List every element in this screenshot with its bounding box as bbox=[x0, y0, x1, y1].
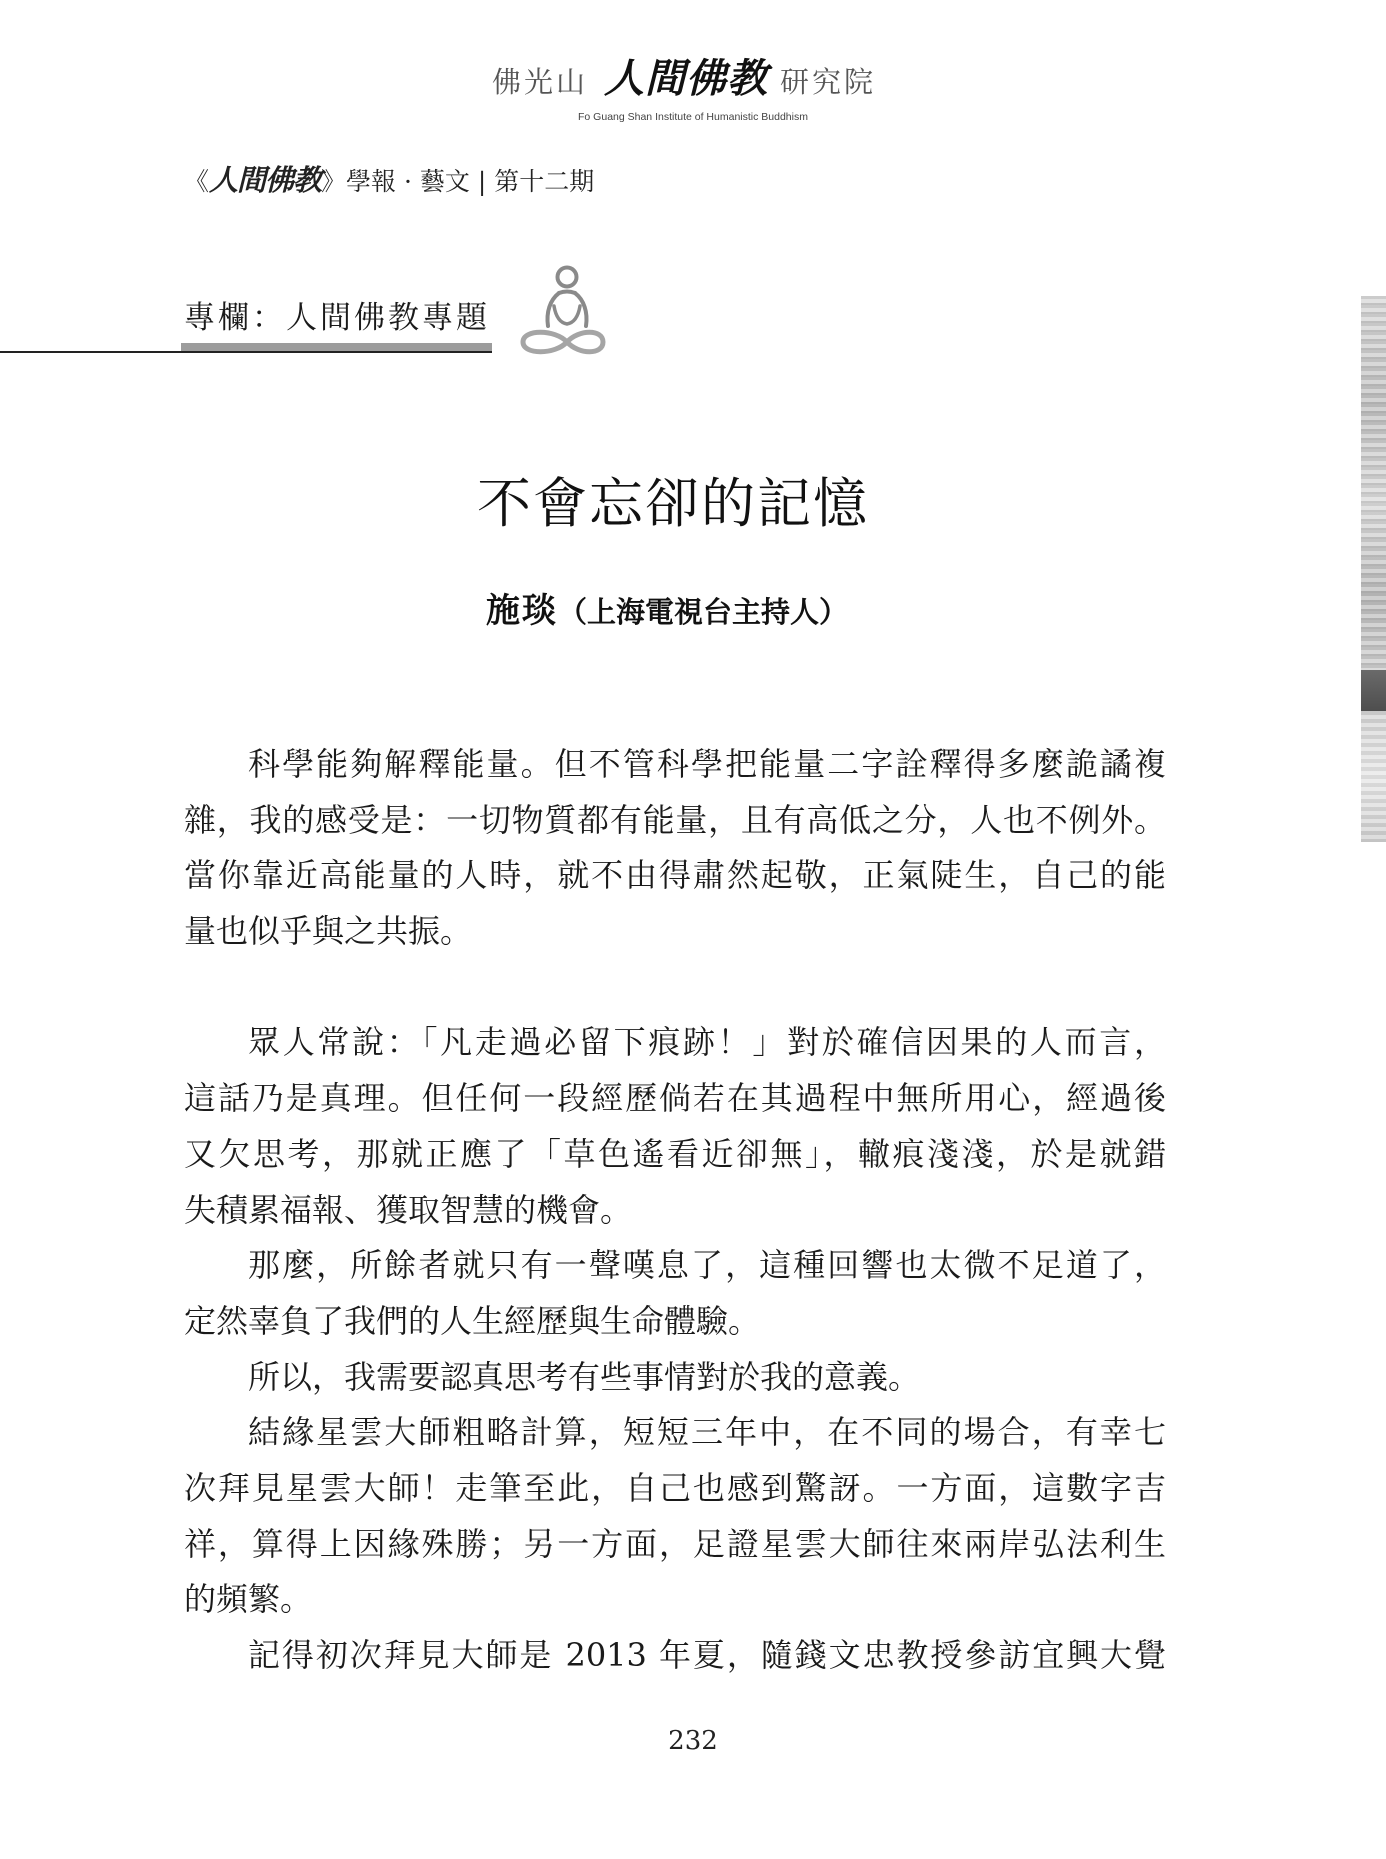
edge-photo-strip bbox=[1361, 296, 1386, 670]
paragraph bbox=[184, 1628, 1166, 1684]
header-logo: 人間佛教 bbox=[604, 55, 768, 102]
body-line: 科學能夠解釋能量。但不管科學把能量二字詮釋得多麼詭譎複 bbox=[248, 745, 1166, 783]
body-line: 當你靠近高能量的人時，就不由得肅然起敬，正氣陡生，自己的能 bbox=[184, 856, 1166, 895]
article-title: 不會忘卻的記憶 bbox=[477, 472, 869, 535]
body-line: 次拜見星雲大師！走筆至此，自己也感到驚訝。一方面，這數字吉 bbox=[184, 1468, 1166, 1507]
body-line: 祥，算得上因緣殊勝；另一方面，足證星雲大師往來兩岸弘法利生 bbox=[184, 1524, 1166, 1563]
author-name: 施琰 bbox=[485, 591, 558, 631]
paragraph bbox=[184, 1238, 1166, 1349]
journal-line bbox=[184, 163, 594, 199]
section-label: 專欄：人間佛教專題 bbox=[184, 300, 490, 336]
body-line: 眾人常說：「凡走過必留下痕跡！」對於確信因果的人而言， bbox=[248, 1023, 1166, 1062]
header-org-suffix: 研究院 bbox=[780, 65, 877, 99]
paragraph-gap bbox=[184, 960, 1166, 1016]
journal-name: 人間佛教 bbox=[209, 163, 322, 197]
journal-open-bracket: 《 bbox=[184, 167, 210, 196]
paragraph bbox=[184, 737, 1166, 960]
body-line: 失積累福報、獲取智慧的機會。 bbox=[184, 1190, 633, 1229]
edge-photo-strip-dark bbox=[1361, 670, 1386, 711]
paragraph bbox=[184, 1015, 1166, 1238]
body-line: 記得初次拜見大師是 2013 年夏，隨錢文忠教授參訪宜興大覺 bbox=[248, 1636, 1166, 1674]
page-number: 232 bbox=[668, 1726, 718, 1756]
body-line: 又欠思考，那就正應了「草色遙看近卻無」，轍痕淺淺，於是就錯 bbox=[184, 1134, 1166, 1173]
section-rule bbox=[0, 351, 492, 353]
journal-issue: 》學報 · 藝文 | 第十二期 bbox=[321, 167, 595, 196]
paragraph bbox=[184, 1350, 1166, 1406]
body-line: 定然辜負了我們的人生經歷與生命體驗。 bbox=[184, 1301, 761, 1340]
body-line: 雜，我的感受是：一切物質都有能量，且有高低之分，人也不例外。 bbox=[184, 800, 1166, 839]
section-bar bbox=[181, 343, 492, 351]
meditation-icon bbox=[514, 262, 608, 358]
header-english-subtitle: Fo Guang Shan Institute of Humanistic Buddhism bbox=[578, 111, 808, 123]
body-line: 量也似乎與之共振。 bbox=[184, 912, 473, 951]
edge-photo-strip-light bbox=[1361, 711, 1386, 842]
body-line: 結緣星雲大師粗略計算，短短三年中，在不同的場合，有幸七 bbox=[248, 1413, 1166, 1452]
body-line: 這話乃是真理。但任何一段經歷倘若在其過程中無所用心，經過後 bbox=[184, 1079, 1166, 1118]
paragraph bbox=[184, 1405, 1166, 1628]
body-line: 那麼，所餘者就只有一聲嘆息了，這種回響也太微不足道了， bbox=[248, 1246, 1166, 1285]
author-affiliation: （上海電視台主持人） bbox=[557, 595, 848, 629]
body-line: 的頻繁。 bbox=[184, 1580, 313, 1619]
article-author bbox=[457, 590, 877, 633]
header-org-prefix: 佛光山 bbox=[492, 65, 589, 99]
article-body bbox=[184, 737, 1166, 1684]
body-line: 所以，我需要認真思考有些事情對於我的意義。 bbox=[248, 1357, 921, 1396]
